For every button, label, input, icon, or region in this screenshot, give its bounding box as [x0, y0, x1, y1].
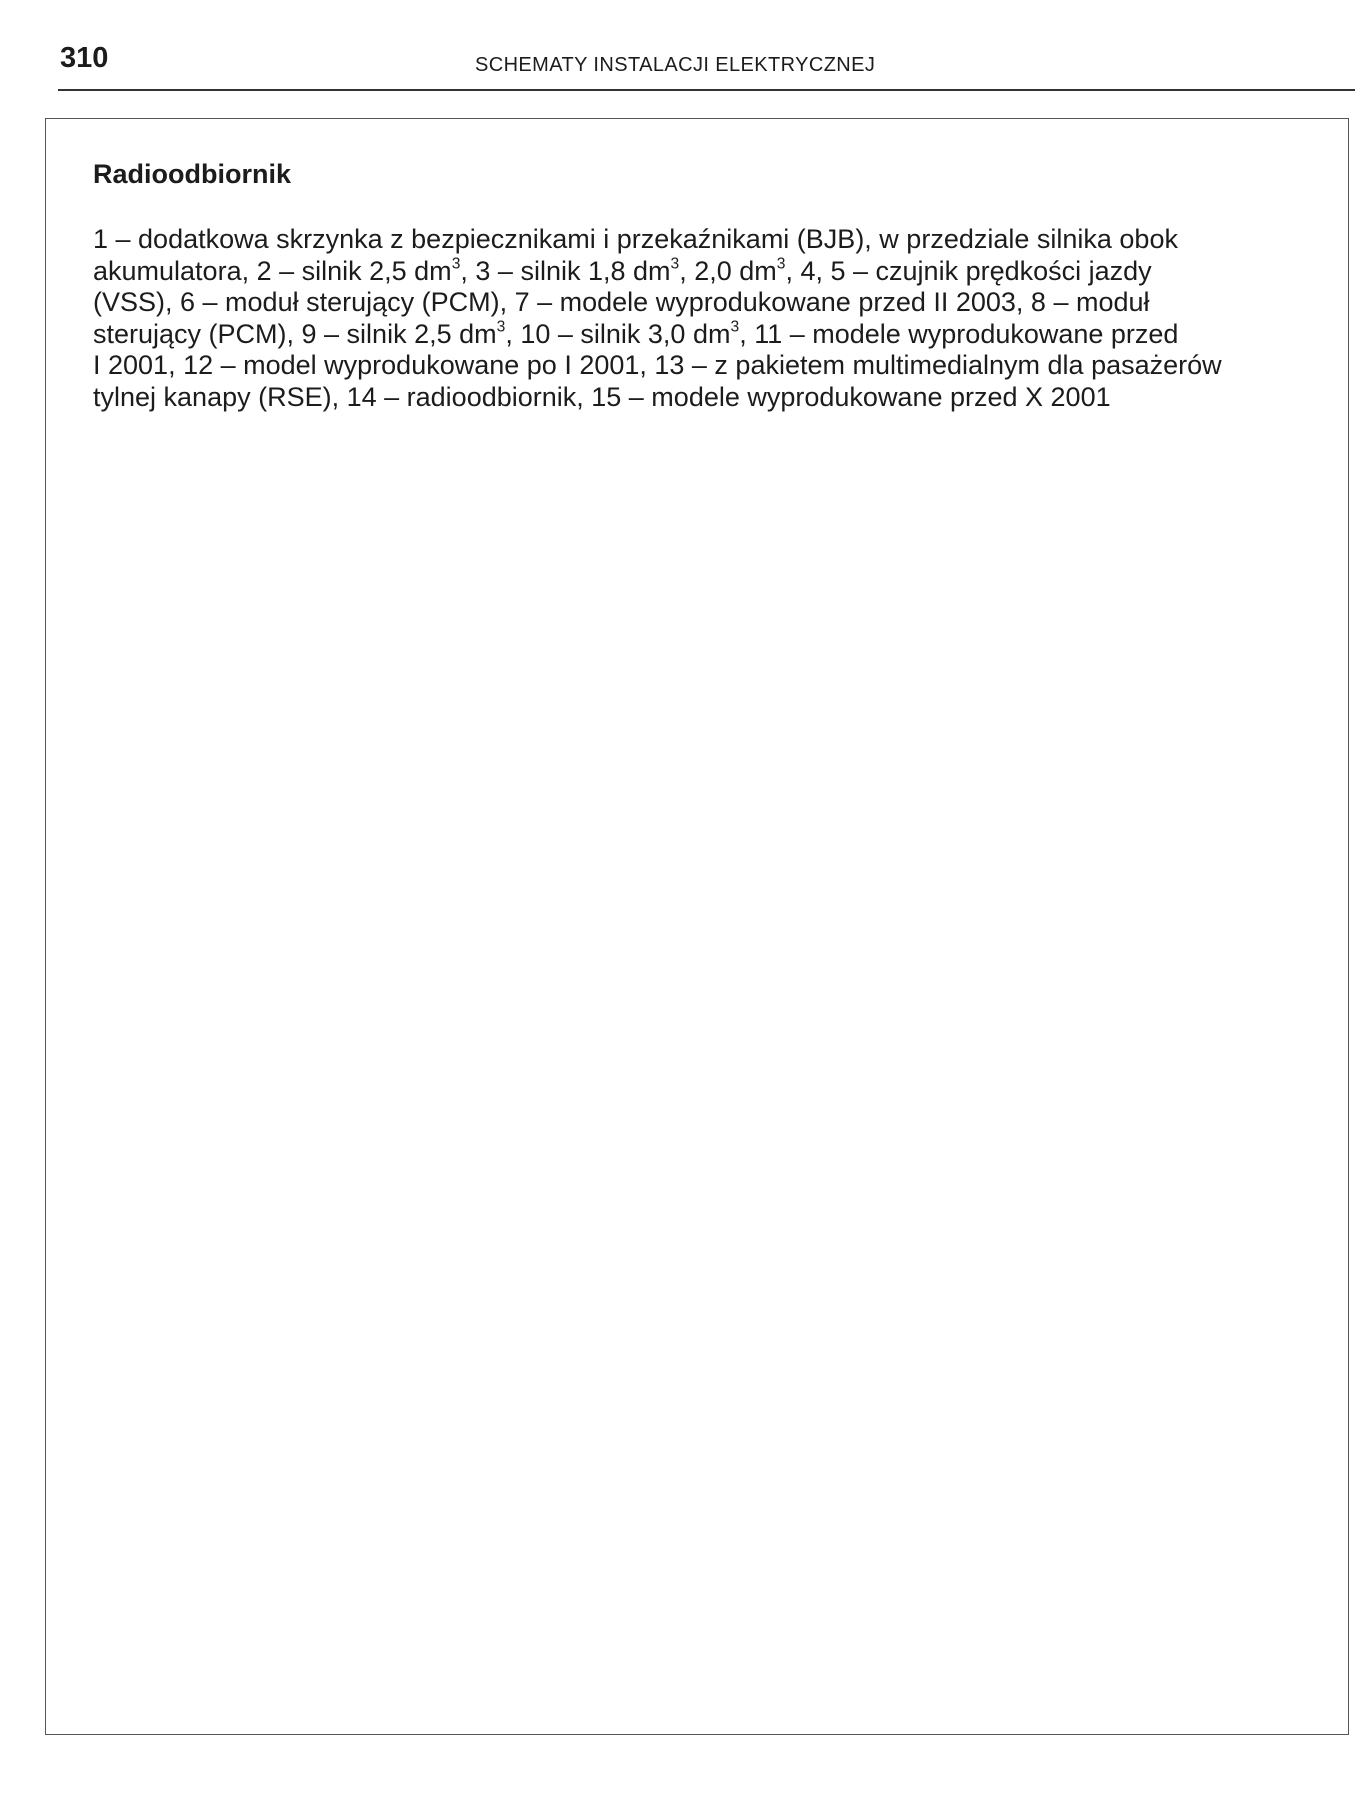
superscript: 3 — [670, 255, 680, 273]
running-header: SCHEMATY INSTALACJI ELEKTRYCZNEJ — [475, 54, 876, 76]
legend-line — [93, 350, 1325, 382]
legend-line — [93, 319, 1325, 351]
page-number: 310 — [60, 42, 109, 74]
superscript: 3 — [451, 255, 461, 273]
legend-line — [93, 382, 1325, 414]
legend-text: , 10 – silnik 3,0 dm — [505, 318, 731, 349]
legend-text: , 4, 5 – czujnik prędkości jazdy — [785, 255, 1152, 286]
legend-text: , 11 – modele wyprodukowane przed — [739, 318, 1179, 349]
legend-text: sterujący (PCM), 9 – silnik 2,5 dm — [93, 318, 497, 349]
section-title: Radioodbiornik — [93, 159, 291, 189]
legend-text: tylnej kanapy (RSE), 14 – radioodbiornik, 15 – modele wyprodukowane przed X 2001 — [93, 381, 1111, 412]
legend-line — [93, 224, 1325, 256]
legend-text: , 3 – silnik 1,8 dm — [460, 255, 671, 286]
legend-paragraph — [93, 224, 1325, 413]
superscript: 3 — [496, 318, 506, 336]
legend-line — [93, 256, 1325, 288]
superscript: 3 — [776, 255, 786, 273]
superscript: 3 — [730, 318, 740, 336]
legend-text: 1 – dodatkowa skrzynka z bezpiecznikami i przekaźnikami (BJB), w przedziale silnika obok — [93, 224, 1178, 254]
legend-text: , 2,0 dm — [679, 255, 777, 286]
header-rule — [58, 89, 1355, 91]
legend-text: I 2001, 12 – model wyprodukowane po I 2001, 13 – z pakietem multimedialnym dla pasażerów — [93, 350, 1222, 380]
legend-text: (VSS), 6 – moduł sterujący (PCM), 7 – modele wyprodukowane przed II 2003, 8 – moduł — [93, 287, 1150, 317]
legend-line — [93, 287, 1325, 319]
legend-text: akumulatora, 2 – silnik 2,5 dm — [93, 255, 452, 286]
